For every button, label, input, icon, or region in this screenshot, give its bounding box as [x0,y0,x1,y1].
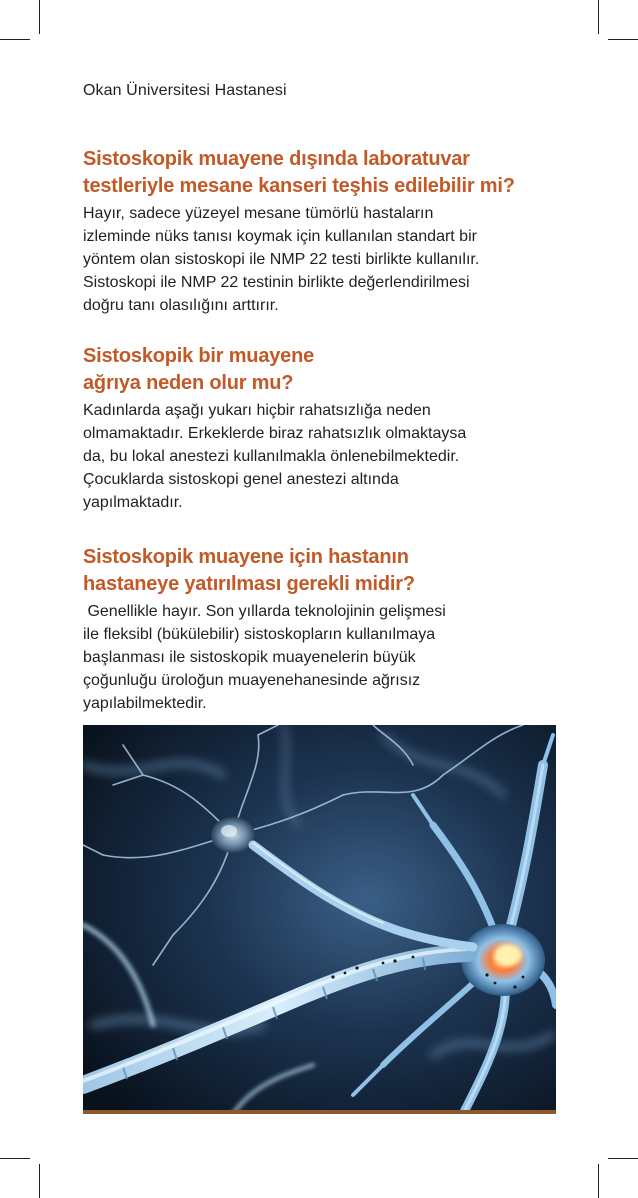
faq-section-hospitalization [83,544,563,715]
answer-line: Hayır, sadece yüzeyel mesane tümörlü hastaların [83,205,434,222]
answer-line: da, bu lokal anestezi kullanılmakla önlenebilmektedir. [83,448,460,465]
answer-line: yapılmaktadır. [83,494,183,511]
question-line: ağrıya neden olur mu? [83,372,294,394]
answer-line: olmamaktadır. Erkeklerde biraz rahatsızlık olmaktaysa [83,425,467,442]
question-heading [83,343,563,397]
hospital-name: Okan Üniversitesi Hastanesi [83,82,287,99]
crop-mark [0,1158,30,1159]
crop-mark [608,39,638,40]
crop-mark [598,0,599,34]
answer-line: ile fleksibl (bükülebilir) sistoskopların kullanılmaya [83,626,436,643]
question-line: Sistoskopik muayene dışında laboratuvar [83,148,470,170]
neuron-illustration [83,725,556,1114]
answer-line: Kadınlarda aşağı yukarı hiçbir rahatsızlığa neden [83,402,431,419]
answer-line: çoğunluğu üroloğun muayenehanesinde ağrısız [83,672,421,689]
answer-line: Çocuklarda sistoskopi genel anestezi altında [83,471,399,488]
answer-paragraph [83,600,563,715]
answer-paragraph [83,202,563,317]
crop-mark [39,1164,40,1198]
faq-section-pain [83,343,563,514]
answer-line: Sistoskopi ile NMP 22 testinin birlikte değerlendirilmesi [83,274,470,291]
answer-line: yöntem olan sistoskopi ile NMP 22 testi birlikte kullanılır. [83,251,480,268]
question-line: testleriyle mesane kanseri teşhis edilebilir mi? [83,175,515,197]
crop-mark [598,1164,599,1198]
question-heading [83,544,563,598]
question-line: Sistoskopik bir muayene [83,345,315,367]
crop-mark [608,1158,638,1159]
faq-section-laboratory [83,146,563,317]
question-line: Sistoskopik muayene için hastanın [83,546,409,568]
crop-mark [0,39,30,40]
answer-line: başlanması ile sistoskopik muayenelerin büyük [83,649,416,666]
answer-line: Genellikle hayır. Son yıllarda teknolojinin gelişmesi [83,603,446,620]
answer-line: yapılabilmektedir. [83,695,207,712]
question-line: hastaneye yatırılması gerekli midir? [83,573,415,595]
answer-line: izleminde nüks tanısı koymak için kullanılan standart bir [83,228,477,245]
image-bottom-bar [83,1110,556,1114]
answer-line: doğru tanı olasılığını arttırır. [83,297,279,314]
answer-paragraph [83,399,563,514]
crop-mark [39,0,40,34]
question-heading [83,146,563,200]
